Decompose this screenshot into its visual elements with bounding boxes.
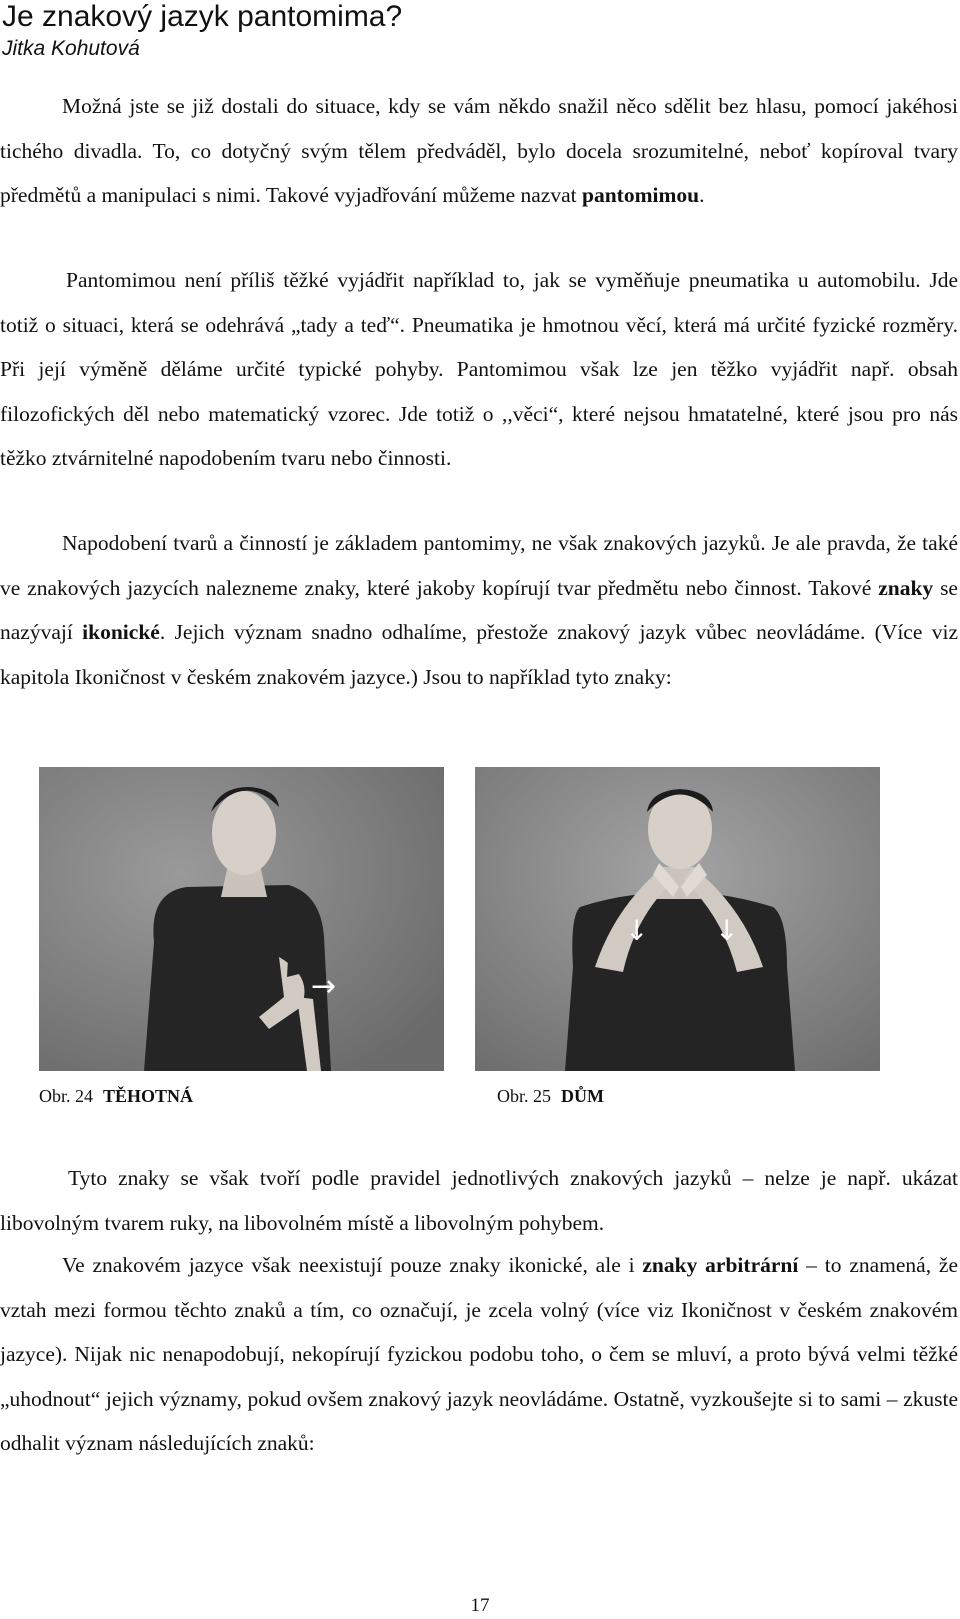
figure-24-caption [39,1085,193,1107]
paragraph-3-text-c: . Jejich význam snadno odhalíme, přestože znakový jazyk vůbec neovládáme. (Více viz kapitola Ikoničnost v českém znakovém jazyce.) Jsou to například tyto znaky: [0,620,958,689]
paragraph-5-bold-znaky-arbitrarni: znaky arbitrární [642,1253,799,1277]
document-title: Je znakový jazyk pantomima? [2,0,403,33]
figure-25-photo [475,767,880,1071]
paragraph-1-text-b: . [699,183,705,208]
figure-24-label: Obr. 24 [39,1086,93,1106]
arrow-down-right-icon: ↓ [715,914,739,947]
paragraph-1-text-a: Možná jste se již dostali do situace, kdy se vám někdo snažil něco sdělit bez hlasu, pomocí jakéhosi tichého divadla. To, co dotyčný svým tělem předváděl, bylo docela srozumitelné, neboť kopíroval tvary předmětů a manipulaci s nimi. Takové vyjadřování můžeme nazvat [0,94,958,208]
paragraph-3-bold-ikonicke: ikonické [82,620,160,645]
figure-24-photo [39,767,444,1071]
paragraph-3-text-b: se nazývají [0,575,958,645]
figure-24-word: TĚHOTNÁ [103,1086,194,1106]
signer-pregnant-illustration [39,767,444,1071]
figure-25-label: Obr. 25 [497,1086,551,1106]
document-author: Jitka Kohutová [2,37,140,60]
paragraph-5-text-b: – to znamená, že vztah mezi formou těchto znaků a tím, co označují, je zcela volný (více viz Ikoničnost v českém znakovém jazyce). Nijak nic nenapodobují, nekopírují fyzickou podobu toho, o čem se mluví, a proto bývá velmi těžké „uhodnout“ jejich významy, pokud ovšem znakový jazyk neovládáme. Ostatně, vyzkoušejte si to sami – zkuste odhalit význam následujících znaků: [0,1253,959,1456]
signer-house-illustration [475,767,880,1071]
paragraph-5 [0,1243,958,1466]
paragraph-1-bold-pantomimou: pantomimou [582,183,700,208]
paragraph-1 [0,84,958,218]
paragraph-3-bold-znaky: znaky [878,575,934,600]
figure-25-word: DŮM [561,1086,604,1106]
page-number: 17 [470,1595,490,1616]
paragraph-2 [0,258,958,481]
figure-25-caption [497,1085,604,1107]
paragraph-3-text-a: Napodobení tvarů a činností je základem pantomimy, ne však znakových jazyků. Je ale pravda, že také ve znakových jazycích nalezneme znaky, které jakoby kopírují tvar předmětu nebo činnost. Takové [0,531,958,600]
paragraph-5-text-a: Ve znakovém jazyce však neexistují pouze znaky ikonické, ale i [62,1253,643,1277]
arrow-down-left-icon: ↓ [625,914,649,947]
paragraph-4-text: Tyto znaky se však tvoří podle pravidel jednotlivých znakových jazyků – nelze je např. ukázat libovolným tvarem ruky, na libovolném místě a libovolným pohybem. [0,1166,958,1235]
arrow-right-icon: → [311,969,337,1004]
paragraph-3 [0,521,958,699]
paragraph-2-text: Pantomimou není příliš těžké vyjádřit například to, jak se vyměňuje pneumatika u automobilu. Jde totiž o situaci, která se odehrává „tady a teď“. Pneumatika je hmotnou věcí, která má určité fyzické rozměry. Při její výměně děláme určité typické pohyby. Pantomimou však lze jen těžko vyjádřit např. obsah filozofických děl nebo matematický vzorec. Jde totiž o ,,věci“, které nejsou hmatatelné, které jsou pro nás těžko ztvárnitelné napodobením tvaru nebo činnosti. [0,268,958,471]
paragraph-4 [0,1156,958,1245]
